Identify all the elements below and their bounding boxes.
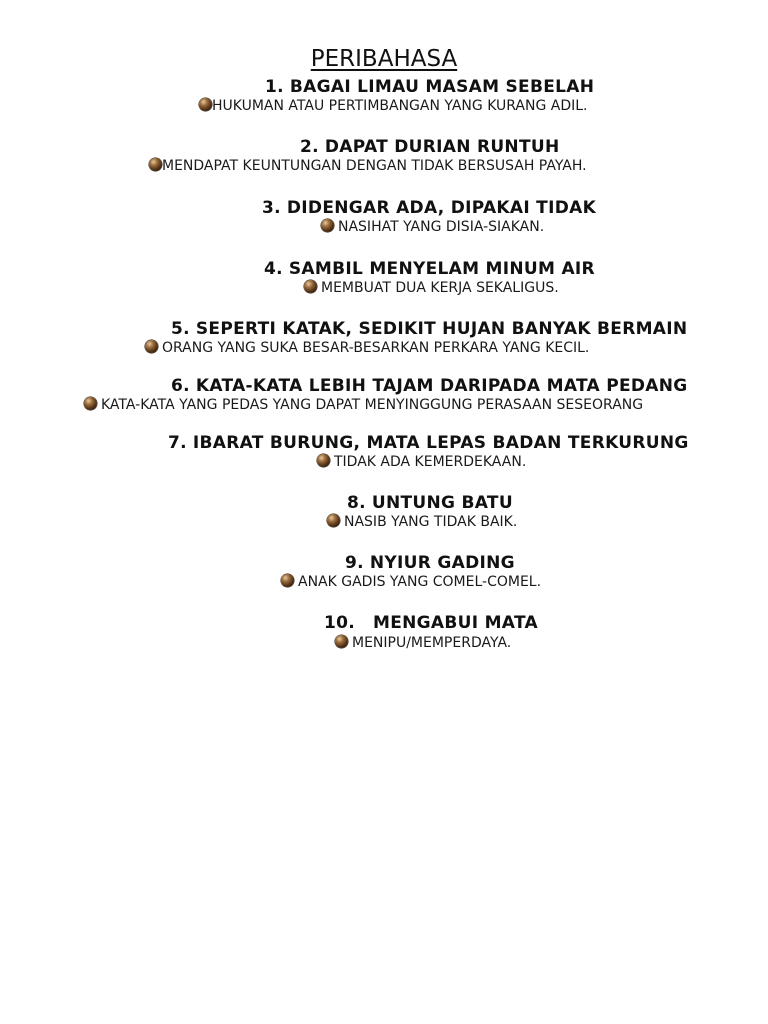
meaning-text: KATA-KATA YANG PEDAS YANG DAPAT MENYINGGUNG PERASAAN SESEORANG — [101, 397, 644, 413]
bullet-icon — [321, 219, 334, 232]
bullet-icon — [145, 340, 158, 353]
proverb-heading-5 — [171, 318, 687, 340]
proverb-text: BAGAI LIMAU MASAM SEBELAH — [289, 77, 595, 97]
proverb-text: KATA-KATA LEBIH TAJAM DARIPADA MATA PEDANG — [195, 376, 688, 396]
bullet-icon — [149, 158, 162, 171]
proverb-heading-9 — [345, 552, 515, 574]
meaning-text: HUKUMAN ATAU PERTIMBANGAN YANG KURANG ADIL. — [212, 98, 588, 114]
meaning-text: MENIPU/MEMPERDAYA. — [352, 635, 512, 651]
proverb-text: SEPERTI KATAK, SEDIKIT HUJAN BANYAK BERMAIN — [195, 319, 688, 339]
meaning-text: TIDAK ADA KEMERDEKAAN. — [334, 454, 527, 470]
proverb-meaning-10 — [335, 634, 511, 652]
meaning-text: NASIHAT YANG DISIA-SIAKAN. — [338, 219, 545, 235]
proverb-heading-2 — [300, 136, 560, 158]
proverb-number: 7. — [168, 433, 187, 453]
bullet-icon — [199, 98, 212, 111]
proverb-text: IBARAT BURUNG, MATA LEPAS BADAN TERKURUNG — [192, 433, 689, 453]
meaning-text: ORANG YANG SUKA BESAR-BESARKAN PERKARA YANG KECIL. — [162, 340, 590, 356]
meaning-text: ANAK GADIS YANG COMEL-COMEL. — [298, 574, 542, 590]
proverb-heading-4 — [264, 258, 595, 280]
proverb-heading-10 — [324, 612, 538, 634]
proverb-meaning-1 — [199, 97, 588, 115]
proverb-heading-8 — [347, 492, 513, 514]
proverb-text: SAMBIL MENYELAM MINUM AIR — [288, 259, 595, 279]
proverb-number: 10. — [324, 613, 356, 633]
proverb-heading-1 — [265, 76, 594, 98]
meaning-text: MEMBUAT DUA KERJA SEKALIGUS. — [321, 280, 559, 296]
proverb-number: 9. — [345, 553, 364, 573]
bullet-icon — [84, 397, 97, 410]
meaning-text: MENDAPAT KEUNTUNGAN DENGAN TIDAK BERSUSAH PAYAH. — [162, 158, 587, 174]
proverb-text: MENGABUI MATA — [373, 613, 538, 633]
bullet-icon — [335, 635, 348, 648]
proverb-meaning-3 — [321, 218, 544, 236]
proverb-number: 4. — [264, 259, 283, 279]
bullet-icon — [281, 574, 294, 587]
proverb-text: DIDENGAR ADA, DIPAKAI TIDAK — [286, 198, 597, 218]
proverb-meaning-8 — [327, 513, 517, 531]
proverb-number: 1. — [265, 77, 284, 97]
proverb-meaning-5 — [145, 339, 589, 357]
proverb-number: 5. — [171, 319, 190, 339]
meaning-text: NASIB YANG TIDAK BAIK. — [344, 514, 518, 530]
proverb-number: 6. — [171, 376, 190, 396]
proverb-number: 8. — [347, 493, 366, 513]
proverb-meaning-6 — [84, 396, 643, 414]
proverb-heading-7 — [168, 432, 689, 454]
proverb-meaning-9 — [281, 573, 541, 591]
proverb-number: 2. — [300, 137, 319, 157]
bullet-icon — [317, 454, 330, 467]
bullet-icon — [327, 514, 340, 527]
proverb-text: NYIUR GADING — [369, 553, 515, 573]
proverb-number: 3. — [262, 198, 281, 218]
proverb-heading-6 — [171, 375, 688, 397]
proverb-meaning-7 — [317, 453, 526, 471]
proverb-meaning-2 — [149, 157, 587, 175]
proverb-heading-3 — [262, 197, 596, 219]
proverb-text: UNTUNG BATU — [371, 493, 513, 513]
bullet-icon — [304, 280, 317, 293]
page-title: PERIBAHASA — [310, 46, 458, 72]
proverb-text: DAPAT DURIAN RUNTUH — [324, 137, 560, 157]
proverb-meaning-4 — [304, 279, 559, 297]
